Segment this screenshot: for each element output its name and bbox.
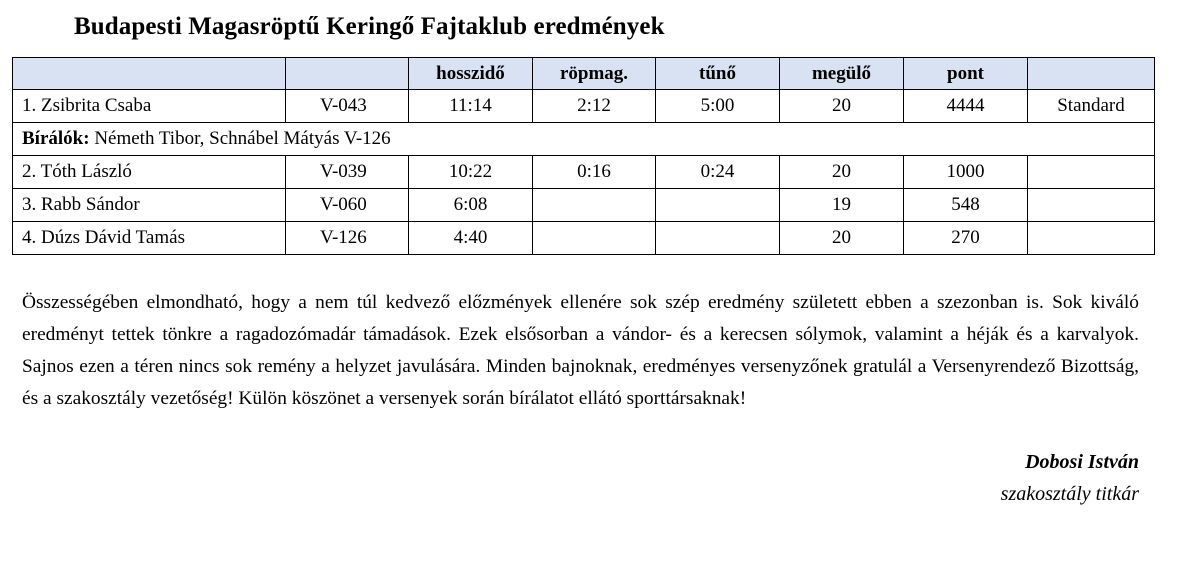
- tuno-value: [656, 189, 780, 222]
- header-ropmag: röpmag.: [533, 58, 656, 90]
- table-header-row: [13, 58, 1155, 90]
- table-row: [13, 222, 1155, 255]
- header-megulo: megülő: [780, 58, 904, 90]
- pont-value: 1000: [904, 156, 1028, 189]
- megulo-value: 20: [780, 90, 904, 123]
- competitor-name: 2. Tóth László: [13, 156, 286, 189]
- megulo-value: 20: [780, 222, 904, 255]
- judges-label: Bírálók:: [22, 128, 90, 149]
- header-tuno: tűnő: [656, 58, 780, 90]
- tuno-value: [656, 222, 780, 255]
- header-pont: pont: [904, 58, 1028, 90]
- header-name: [13, 58, 286, 90]
- ring-number: V-060: [286, 189, 409, 222]
- ring-number: V-043: [286, 90, 409, 123]
- note-value: [1028, 189, 1155, 222]
- competitor-name: 1. Zsibrita Csaba: [13, 90, 286, 123]
- tuno-value: 5:00: [656, 90, 780, 123]
- judges-row: [13, 123, 1155, 156]
- tuno-value: 0:24: [656, 156, 780, 189]
- signature-role: szakosztály titkár: [1000, 483, 1139, 505]
- page-title: Budapesti Magasröptű Keringő Fajtaklub eredmények: [74, 13, 665, 40]
- pont-value: 4444: [904, 90, 1028, 123]
- megulo-value: 20: [780, 156, 904, 189]
- hosszido-value: 10:22: [409, 156, 533, 189]
- header-hosszido: hosszidő: [409, 58, 533, 90]
- hosszido-value: 6:08: [409, 189, 533, 222]
- ropmag-value: [533, 189, 656, 222]
- megulo-value: 19: [780, 189, 904, 222]
- ring-number: V-126: [286, 222, 409, 255]
- note-value: [1028, 156, 1155, 189]
- ropmag-value: [533, 222, 656, 255]
- pont-value: 548: [904, 189, 1028, 222]
- note-value: [1028, 222, 1155, 255]
- hosszido-value: 11:14: [409, 90, 533, 123]
- table-row: [13, 90, 1155, 123]
- ring-number: V-039: [286, 156, 409, 189]
- hosszido-value: 4:40: [409, 222, 533, 255]
- competitor-name: 3. Rabb Sándor: [13, 189, 286, 222]
- results-table: [12, 57, 1155, 255]
- competitor-name: 4. Dúzs Dávid Tamás: [13, 222, 286, 255]
- judges-names: Németh Tibor, Schnábel Mátyás V-126: [89, 128, 391, 149]
- table-row: [13, 156, 1155, 189]
- ropmag-value: 0:16: [533, 156, 656, 189]
- signature-name: Dobosi István: [1025, 451, 1139, 473]
- summary-paragraph: Összességében elmondható, hogy a nem túl kedvező előzmények ellenére sok szép eredmény született ebben a szezonban is. Sok kiváló eredményt tettek tönkre a ragadozómadár támadások. Ezek elsősorban a vándor- és a kerecsen sólymok, valamint a héják és a karvalyok. Sajnos ezen a téren nincs sok remény a helyzet javulására. Minden bajnoknak, eredményes versenyzőnek gratulál a Versenyrendező Bizottság, és a szakosztály vezetőség! Külön köszönet a versenyek során bírálatot ellátó sporttársaknak!: [22, 292, 1139, 409]
- ropmag-value: 2:12: [533, 90, 656, 123]
- header-note: [1028, 58, 1155, 90]
- note-value: Standard: [1028, 90, 1155, 123]
- header-ring: [286, 58, 409, 90]
- table-row: [13, 189, 1155, 222]
- judges-cell: [13, 123, 1155, 156]
- pont-value: 270: [904, 222, 1028, 255]
